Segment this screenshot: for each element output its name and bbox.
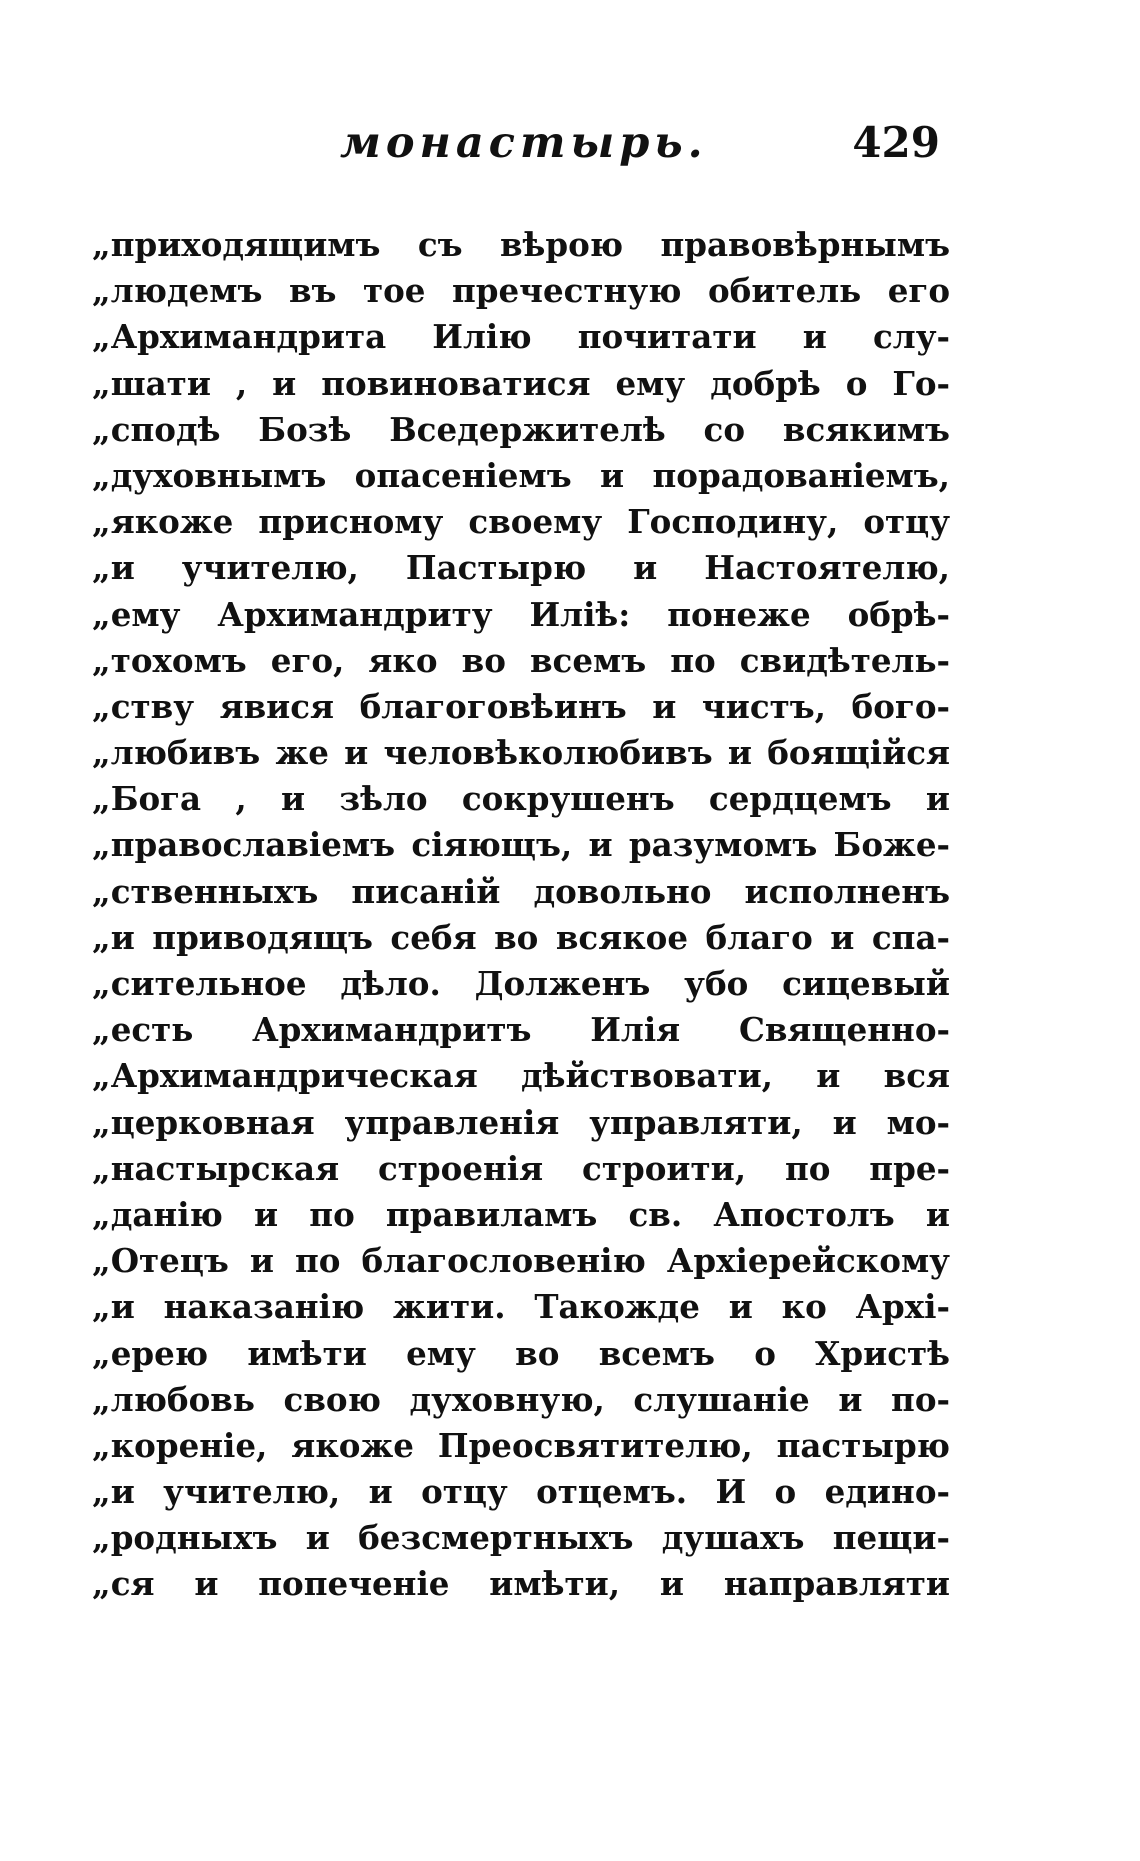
text-line: „сительное дѣло. Долженъ убо сицевый xyxy=(92,964,950,1003)
text-line: „церковная управленія управляти, и мо- xyxy=(92,1102,950,1142)
text-line: „любивъ же и человѣколюбивъ и боящійся xyxy=(92,733,950,773)
text-line: „якоже присному своему Господину, отцу xyxy=(92,502,950,542)
text-line: „православіемъ сіяющъ, и разумомъ Боже- xyxy=(92,825,950,865)
text-line: „данію и по правиламъ св. Апостолъ и xyxy=(92,1194,950,1234)
text-line: „шати , и повиноватися ему добрѣ о Го- xyxy=(92,363,950,403)
text-line: „Архимандрическая дѣйствовати, и вся xyxy=(92,1056,950,1096)
text-line: „настырская строенія строити, по пре- xyxy=(92,1148,950,1188)
text-line: „и учителю, Пастырю и Настоятелю, xyxy=(92,548,950,588)
text-line: „ерею имѣти ему во всемъ о Христѣ xyxy=(92,1333,950,1373)
running-title: монастырь. xyxy=(340,118,708,168)
text-line: „Отецъ и по благословенію Архіерейскому xyxy=(92,1241,950,1281)
text-line: „людемъ въ тое пречестную обитель его xyxy=(92,271,950,311)
text-line: „ству явися благоговѣинъ и чистъ, бого- xyxy=(92,686,950,726)
text-line: „ственныхъ писаній довольно исполненъ xyxy=(92,871,950,911)
text-line: „сподѣ Бозѣ Вседержителѣ со всякимъ xyxy=(92,409,950,449)
text-line: „и приводящъ себя во всякое благо и спа- xyxy=(92,917,950,957)
text-line: „тохомъ его, яко во всемъ по свидѣтель- xyxy=(92,640,950,680)
text-line: „ему Архимандриту Иліѣ: понеже обрѣ- xyxy=(92,594,950,634)
text-line: „Архимандрита Илію почитати и слу- xyxy=(92,317,950,357)
page-number: 429 xyxy=(852,118,940,167)
text-line: „и учителю, и отцу отцемъ. И о едино- xyxy=(92,1472,950,1512)
text-line: „родныхъ и безсмертныхъ душахъ пещи- xyxy=(92,1518,950,1558)
text-line: „и наказанію жити. Такожде и ко Архі- xyxy=(92,1287,950,1327)
text-line: „любовь свою духовную, слушаніе и по- xyxy=(92,1379,950,1419)
text-line: „приходящимъ съ вѣрою правовѣрнымъ xyxy=(92,225,950,264)
text-line: „есть Архимандритъ Илія Священно- xyxy=(92,1010,950,1050)
text-line: „ся и попеченіе имѣти, и направляти xyxy=(92,1564,950,1604)
body-text xyxy=(92,222,950,1608)
text-line: „духовнымъ опасеніемъ и порадованіемъ, xyxy=(92,455,950,495)
page-header xyxy=(340,118,940,178)
text-line: „кореніе, якоже Преосвятителю, пастырю xyxy=(92,1425,950,1465)
text-line: „Бога , и зѣло сокрушенъ сердцемъ и xyxy=(92,779,950,819)
